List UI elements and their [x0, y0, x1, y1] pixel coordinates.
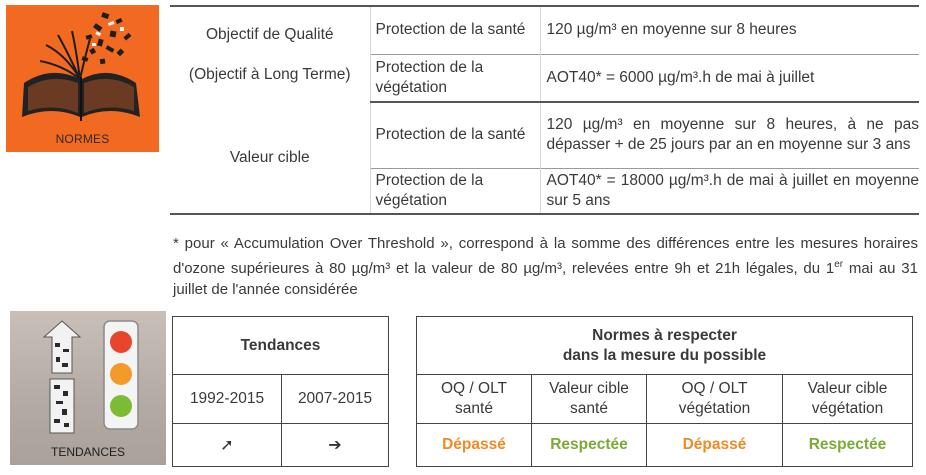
status-result-exceeded: Dépassé	[417, 424, 532, 467]
status-result-exceeded: Dépassé	[647, 424, 783, 467]
trends-table	[172, 316, 389, 467]
norm-column-line1: Valeur cible	[549, 380, 629, 397]
status-header-line1: Normes à respecter	[592, 326, 737, 344]
norm-column-header	[783, 375, 913, 424]
protection-health-label: Protection de la santé	[370, 6, 540, 54]
norms-status-table	[416, 316, 913, 467]
open-book-icon	[6, 5, 159, 130]
status-header-line2: dans la mesure du possible	[562, 346, 767, 364]
norm-column-line1: OQ / OLT	[440, 380, 508, 397]
objective-long-term-label: (Objectif à Long Terme)	[188, 65, 351, 83]
target-value-cell	[170, 102, 370, 214]
norms-table	[170, 5, 919, 215]
target-value-label: Valeur cible	[229, 148, 310, 166]
normes-label: NORMES	[55, 132, 110, 146]
norm-column-header	[417, 375, 532, 424]
objective-quality-cell	[170, 6, 370, 102]
protection-health-label: Protection de la santé	[370, 102, 540, 168]
status-result-respected: Respectée	[783, 424, 913, 467]
tendances-label: TENDANCES	[50, 445, 125, 459]
footnote-superscript: er	[834, 259, 844, 270]
protection-vegetation-label: Protection de la végétation	[370, 54, 540, 102]
norm-column-line2: végétation	[678, 400, 751, 417]
normes-badge	[6, 5, 159, 152]
arrow-up-right-icon: ➚	[220, 437, 234, 454]
norm-column-line2: santé	[570, 400, 608, 417]
norm-column-line1: OQ / OLT	[681, 380, 748, 397]
norm-column-line2: santé	[455, 400, 493, 417]
trends-header: Tendances	[173, 317, 389, 375]
status-result-respected: Respectée	[532, 424, 647, 467]
aot40-footnote	[173, 233, 918, 300]
tendances-badge	[10, 311, 166, 465]
norm-value: 120 µg/m³ en moyenne sur 8 heures	[540, 6, 919, 54]
norm-column-line1: Valeur cible	[807, 380, 888, 397]
norm-value: AOT40* = 6000 µg/m³.h de mai à juillet	[540, 54, 919, 102]
status-header	[417, 317, 913, 375]
protection-vegetation-label: Protection de la végétation	[370, 168, 540, 214]
norm-column-line2: végétation	[811, 400, 884, 417]
norm-value: AOT40* = 18000 µg/m³.h de mai à juillet en moyenne sur 5 ans	[540, 168, 919, 214]
footnote-text: * pour « Accumulation Over Threshold », correspond à la somme des différences entre les mesures horaires d'ozone supérieures à 80 µg/m³ et la valeur de 80 µg/m³, relevées entre 9h et 21h légales, du 1	[173, 235, 918, 277]
norm-column-header	[647, 375, 783, 424]
period-label: 1992-2015	[173, 375, 282, 424]
norm-column-header	[532, 375, 647, 424]
norm-value: 120 µg/m³ en moyenne sur 8 heures, à ne pas dépasser + de 25 jours par an en moyenne sur 3 ans	[540, 102, 919, 168]
footnote-text-end: mai au 31 juillet de l'année considérée	[173, 260, 918, 298]
trend-cell	[173, 424, 282, 467]
trend-cell	[282, 424, 389, 467]
objective-quality-label: Objectif de Qualité	[205, 25, 334, 43]
period-label: 2007-2015	[282, 375, 389, 424]
traffic-light-icon	[10, 311, 166, 441]
arrow-right-icon: ➔	[328, 437, 342, 454]
